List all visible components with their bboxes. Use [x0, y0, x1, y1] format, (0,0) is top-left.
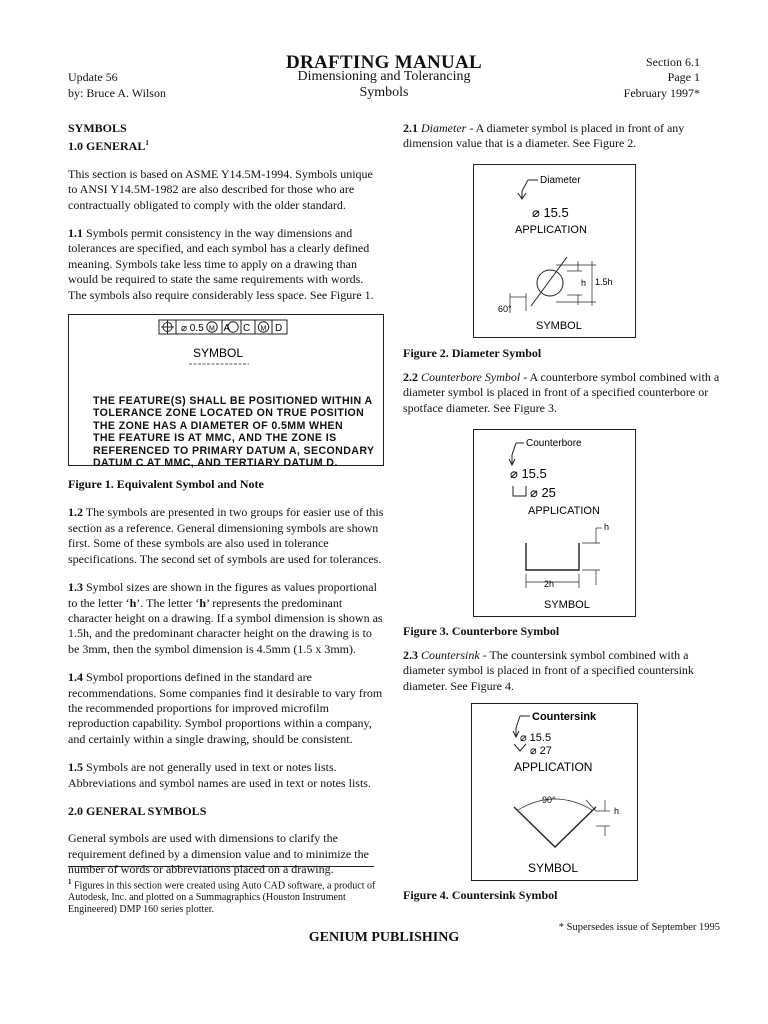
fig1-symbol-label: SYMBOL	[193, 346, 244, 361]
fig3-h-label: h	[604, 522, 610, 532]
paragraph-1-2	[68, 505, 384, 567]
note-line: THE FEATURE(S) SHALL BE POSITIONED WITHIN A	[93, 395, 373, 408]
fcf-datum-c: C	[243, 323, 251, 335]
letter-h: h	[129, 595, 137, 610]
fig2-application: APPLICATION	[515, 224, 587, 236]
para-number: 1.1	[68, 226, 83, 241]
para-text: Symbol proportions defined in the standard are recommendations. Some companies find it desirable to vary from the recommended proportions for improved microfilm reproduction capability. Symbol proportions within a company, and certainly within a single drawing, should be consistent.	[68, 670, 383, 746]
figure-4-caption: Figure 4. Countersink Symbol	[403, 888, 558, 902]
para-text: Symbol sizes are shown in the figures as values proportional to the letter ‘	[68, 580, 377, 610]
para-number: 1.3	[68, 580, 83, 595]
fig3-application: APPLICATION	[528, 505, 600, 517]
letter-h: h	[199, 595, 207, 610]
fig2-symbol-label: SYMBOL	[536, 320, 582, 332]
fig4-angle-label: 90°	[542, 795, 556, 805]
paragraph-1-4	[68, 670, 384, 747]
manual-title: DRAFTING MANUAL	[285, 52, 483, 73]
note-line: THE ZONE HAS A DIAMETER OF 0.5MM WHEN	[93, 419, 344, 432]
intro-paragraph: This section is based on ASME Y14.5M-1994. Symbols unique to ANSI Y14.5M-1982 are also described for those who are contractually obligated to comply with the older standard.	[68, 166, 373, 212]
fig3-drawing	[474, 430, 635, 616]
paragraph-2-2	[403, 370, 721, 416]
para-number: 2.3	[403, 648, 418, 662]
fig4-symbol-label: SYMBOL	[528, 861, 579, 875]
heading-symbols: SYMBOLS	[68, 121, 127, 135]
figure-1-equivalent-symbol	[68, 314, 384, 470]
para-text: ’. The letter ‘	[136, 595, 200, 610]
publisher: GENIUM PUBLISHING	[308, 930, 460, 945]
note-line: REFERENCED TO PRIMARY DATUM A, SECONDARY	[93, 444, 375, 457]
fig3-2h-label: 2h	[544, 579, 555, 589]
note-line: THE FEATURE IS AT MMC, AND THE ZONE IS	[93, 432, 337, 445]
para-number: 1.2	[68, 505, 83, 520]
note-line: DATUM C AT MMC, AND TERTIARY DATUM D.	[93, 457, 338, 470]
paragraph-2-0: General symbols are used with dimensions to clarify the requirement defined by a dimension value and to minimize the number of words or abbreviations placed on a drawing.	[68, 831, 369, 877]
fig4-value-1: ⌀ 15.5	[520, 732, 552, 744]
paragraph-2-3	[403, 648, 721, 694]
para-number: 2.1	[403, 121, 418, 135]
fig4-value-2: ⌀ 27	[530, 745, 552, 757]
para-text: - A diameter symbol is placed in front of any dimension value that is a diameter. See Figure 2.	[403, 121, 685, 151]
fig2-value: ⌀ 15.5	[532, 205, 569, 220]
fcf-mmc-1: M	[209, 325, 215, 333]
heading-general	[68, 136, 384, 154]
heading-general-symbols: 2.0 GENERAL SYMBOLS	[68, 803, 207, 818]
fig4-drawing	[472, 704, 637, 880]
footnote	[68, 876, 384, 916]
fig2-drawing	[474, 165, 635, 337]
para-term: Countersink	[421, 648, 480, 662]
figure-4-countersink-symbol	[471, 703, 638, 881]
figure-1-caption: Figure 1. Equivalent Symbol and Note	[68, 477, 264, 492]
footnote-mark: 1	[68, 878, 72, 886]
paragraph-2-1	[403, 121, 721, 152]
footnote-ref: 1	[145, 139, 149, 148]
section-topic: Symbols	[359, 85, 409, 100]
section-number: Section 6.1	[646, 55, 700, 69]
fig3-symbol-label: SYMBOL	[544, 599, 590, 611]
fcf-datum-a: A	[223, 323, 231, 335]
fig4-h-label: h	[614, 806, 620, 816]
fig4-leader-label: Countersink	[532, 711, 597, 723]
footnote-text: Figures in this section were created using Auto CAD software, a product of Autodesk, Inc. and plotted on a Summagraphics (Houston Instrument Engineered) DMP 160 series plotter.	[68, 880, 376, 916]
fcf-datum-d: D	[275, 323, 283, 335]
author: by: Bruce A. Wilson	[68, 86, 166, 100]
fig2-1-5h-label: 1.5h	[595, 277, 613, 287]
para-number: 1.4	[68, 670, 83, 685]
page-number: Page 1	[667, 70, 700, 84]
paragraph-1-1	[68, 226, 384, 303]
fig3-value-2: ⌀ 25	[530, 485, 556, 500]
paragraph-1-5	[68, 760, 384, 791]
fig2-angle-label: 60°	[498, 304, 512, 314]
paragraph-1-3	[68, 580, 384, 657]
section-subtitle: Dimensioning and Tolerancing	[297, 69, 471, 84]
figure-2-diameter-symbol	[473, 164, 636, 338]
para-text: - The countersink symbol combined with a diameter symbol is placed in front of a specified countersink diameter. See Figure 4.	[403, 648, 694, 693]
fig4-application: APPLICATION	[514, 760, 593, 774]
heading-general-text: 1.0 GENERAL	[68, 139, 146, 154]
figure-3-caption: Figure 3. Counterbore Symbol	[403, 624, 560, 638]
para-text: ’ represents the predominant character height on a drawing. If a symbol dimension is shown as 1.5h, and the predominant character height on the drawing is to be 3mm, then the symbol dimension is 4.5mm (1.5 x 3mm).	[68, 595, 383, 656]
para-text: Symbols permit consistency in the way dimensions and tolerances are specified, and each symbol has a clearly defined meaning. Symbols take less time to apply on a drawing than would be required to state the same requirements with words. The symbols also require considerably less space. See Figure 1.	[68, 226, 374, 302]
left-column	[68, 121, 384, 891]
fig2-h-label: h	[581, 278, 587, 288]
update-number: Update 56	[68, 70, 118, 84]
para-number: 1.5	[68, 760, 83, 775]
figure-3-counterbore-symbol	[473, 429, 636, 617]
para-number: 2.2	[403, 370, 418, 384]
note-line: TOLERANCE ZONE LOCATED ON TRUE POSITION	[93, 407, 365, 420]
para-text: The symbols are presented in two groups for easier use of this section as a reference. General dimensioning symbols are shown first. Some of these symbols are also used in tolerance specifications. The second set of symbols are used for tolerances.	[68, 505, 384, 566]
fig2-leader-label: Diameter	[540, 175, 581, 186]
para-text: - A counterbore symbol combined with a diameter symbol is placed in front of a specified counterbore or spotface diameter. See Figure 3.	[403, 370, 720, 415]
para-text: Symbols are not generally used in text or notes lists. Abbreviations and symbol names are used in text or notes lists.	[68, 760, 371, 790]
fig3-value-1: ⌀ 15.5	[510, 466, 547, 481]
fcf-mmc-2: M	[260, 325, 267, 333]
figure-2-caption: Figure 2. Diameter Symbol	[403, 346, 542, 360]
footnote-rule	[68, 866, 374, 867]
fig3-leader-label: Counterbore	[526, 438, 582, 449]
para-term: Diameter	[421, 121, 467, 135]
fig1-note	[93, 395, 374, 469]
para-term: Counterbore Symbol	[421, 370, 521, 384]
issue-date: February 1997*	[623, 86, 700, 100]
supersedes-note: * Supersedes issue of September 1995	[558, 922, 720, 933]
fcf-diameter-value: ⌀ 0.5	[181, 323, 204, 335]
